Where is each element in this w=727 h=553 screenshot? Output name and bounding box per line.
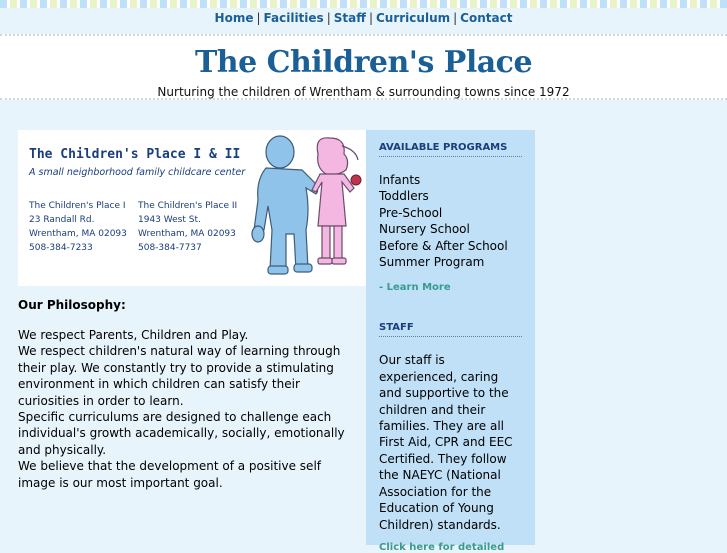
location-2-phone: 508-384-7737 [138, 243, 202, 253]
hero-title: The Children's Place I & II [29, 147, 241, 162]
site-header [0, 34, 727, 100]
nav-staff[interactable]: Staff [333, 11, 366, 25]
nav-separator: | [453, 11, 458, 25]
staff-details-link[interactable]: Click here for detailed [379, 541, 505, 553]
program-item: Summer Program [379, 255, 485, 270]
location-2-city: Wrentham, MA 02093 [138, 229, 236, 239]
location-1-street: 23 Randall Rd. [29, 215, 95, 225]
program-item: Nursery School [379, 222, 470, 237]
nav-curriculum[interactable]: Curriculum [376, 11, 451, 25]
nav-separator: | [256, 11, 261, 25]
location-1-phone: 508-384-7233 [29, 243, 93, 253]
philosophy-line: We respect children's natural way of learning through their play. We constantly try to provide a stimulating environment in which children can satisfy their curiosities in order to learn. [18, 344, 341, 408]
programs-list [379, 172, 522, 270]
nav-contact[interactable]: Contact [460, 11, 513, 25]
location-1-city: Wrentham, MA 02093 [29, 229, 127, 239]
program-item: Pre-School [379, 205, 443, 220]
philosophy-line: Specific curriculums are designed to challenge each individual's growth academically, socially, emotionally and physically. [18, 410, 345, 457]
hero-subtitle: A small neighborhood family childcare center [29, 167, 246, 178]
nav-separator: | [326, 11, 331, 25]
decorative-top-border [0, 0, 727, 8]
programs-heading: AVAILABLE PROGRAMS [379, 142, 522, 157]
nav-home[interactable]: Home [214, 11, 254, 25]
children-illustration [246, 130, 366, 286]
sidebar [366, 130, 535, 553]
staff-description: Our staff is experienced, caring and supportive to the children and their families. They are all First Aid, CPR and EEC Certified. They follow the NAEYC (National Association for the Education of Young Children) standards. [379, 353, 513, 532]
location-2-street: 1943 West St. [138, 215, 201, 225]
site-title: The Children's Place [194, 45, 533, 80]
nav-facilities[interactable]: Facilities [263, 11, 324, 25]
learn-more-link[interactable]: - Learn More [379, 282, 451, 294]
hero-banner [18, 130, 366, 286]
staff-heading: STAFF [379, 322, 522, 337]
location-1-name: The Children's Place I [29, 201, 126, 211]
location-2-address [138, 199, 237, 255]
philosophy-line: We respect Parents, Children and Play. [18, 328, 249, 342]
location-2-name: The Children's Place II [138, 201, 238, 211]
philosophy-line: We believe that the development of a positive self image is our most important goal. [18, 459, 321, 490]
program-item: Toddlers [379, 189, 429, 204]
main-nav [0, 8, 727, 28]
program-item: Before & After School [379, 238, 508, 253]
location-1-address [29, 199, 127, 255]
philosophy-text [18, 327, 358, 491]
site-tagline: Nurturing the children of Wrentham & surrounding towns since 1972 [157, 85, 570, 99]
philosophy-heading: Our Philosophy: [18, 298, 126, 312]
program-item: Infants [379, 173, 421, 187]
nav-separator: | [368, 11, 373, 25]
